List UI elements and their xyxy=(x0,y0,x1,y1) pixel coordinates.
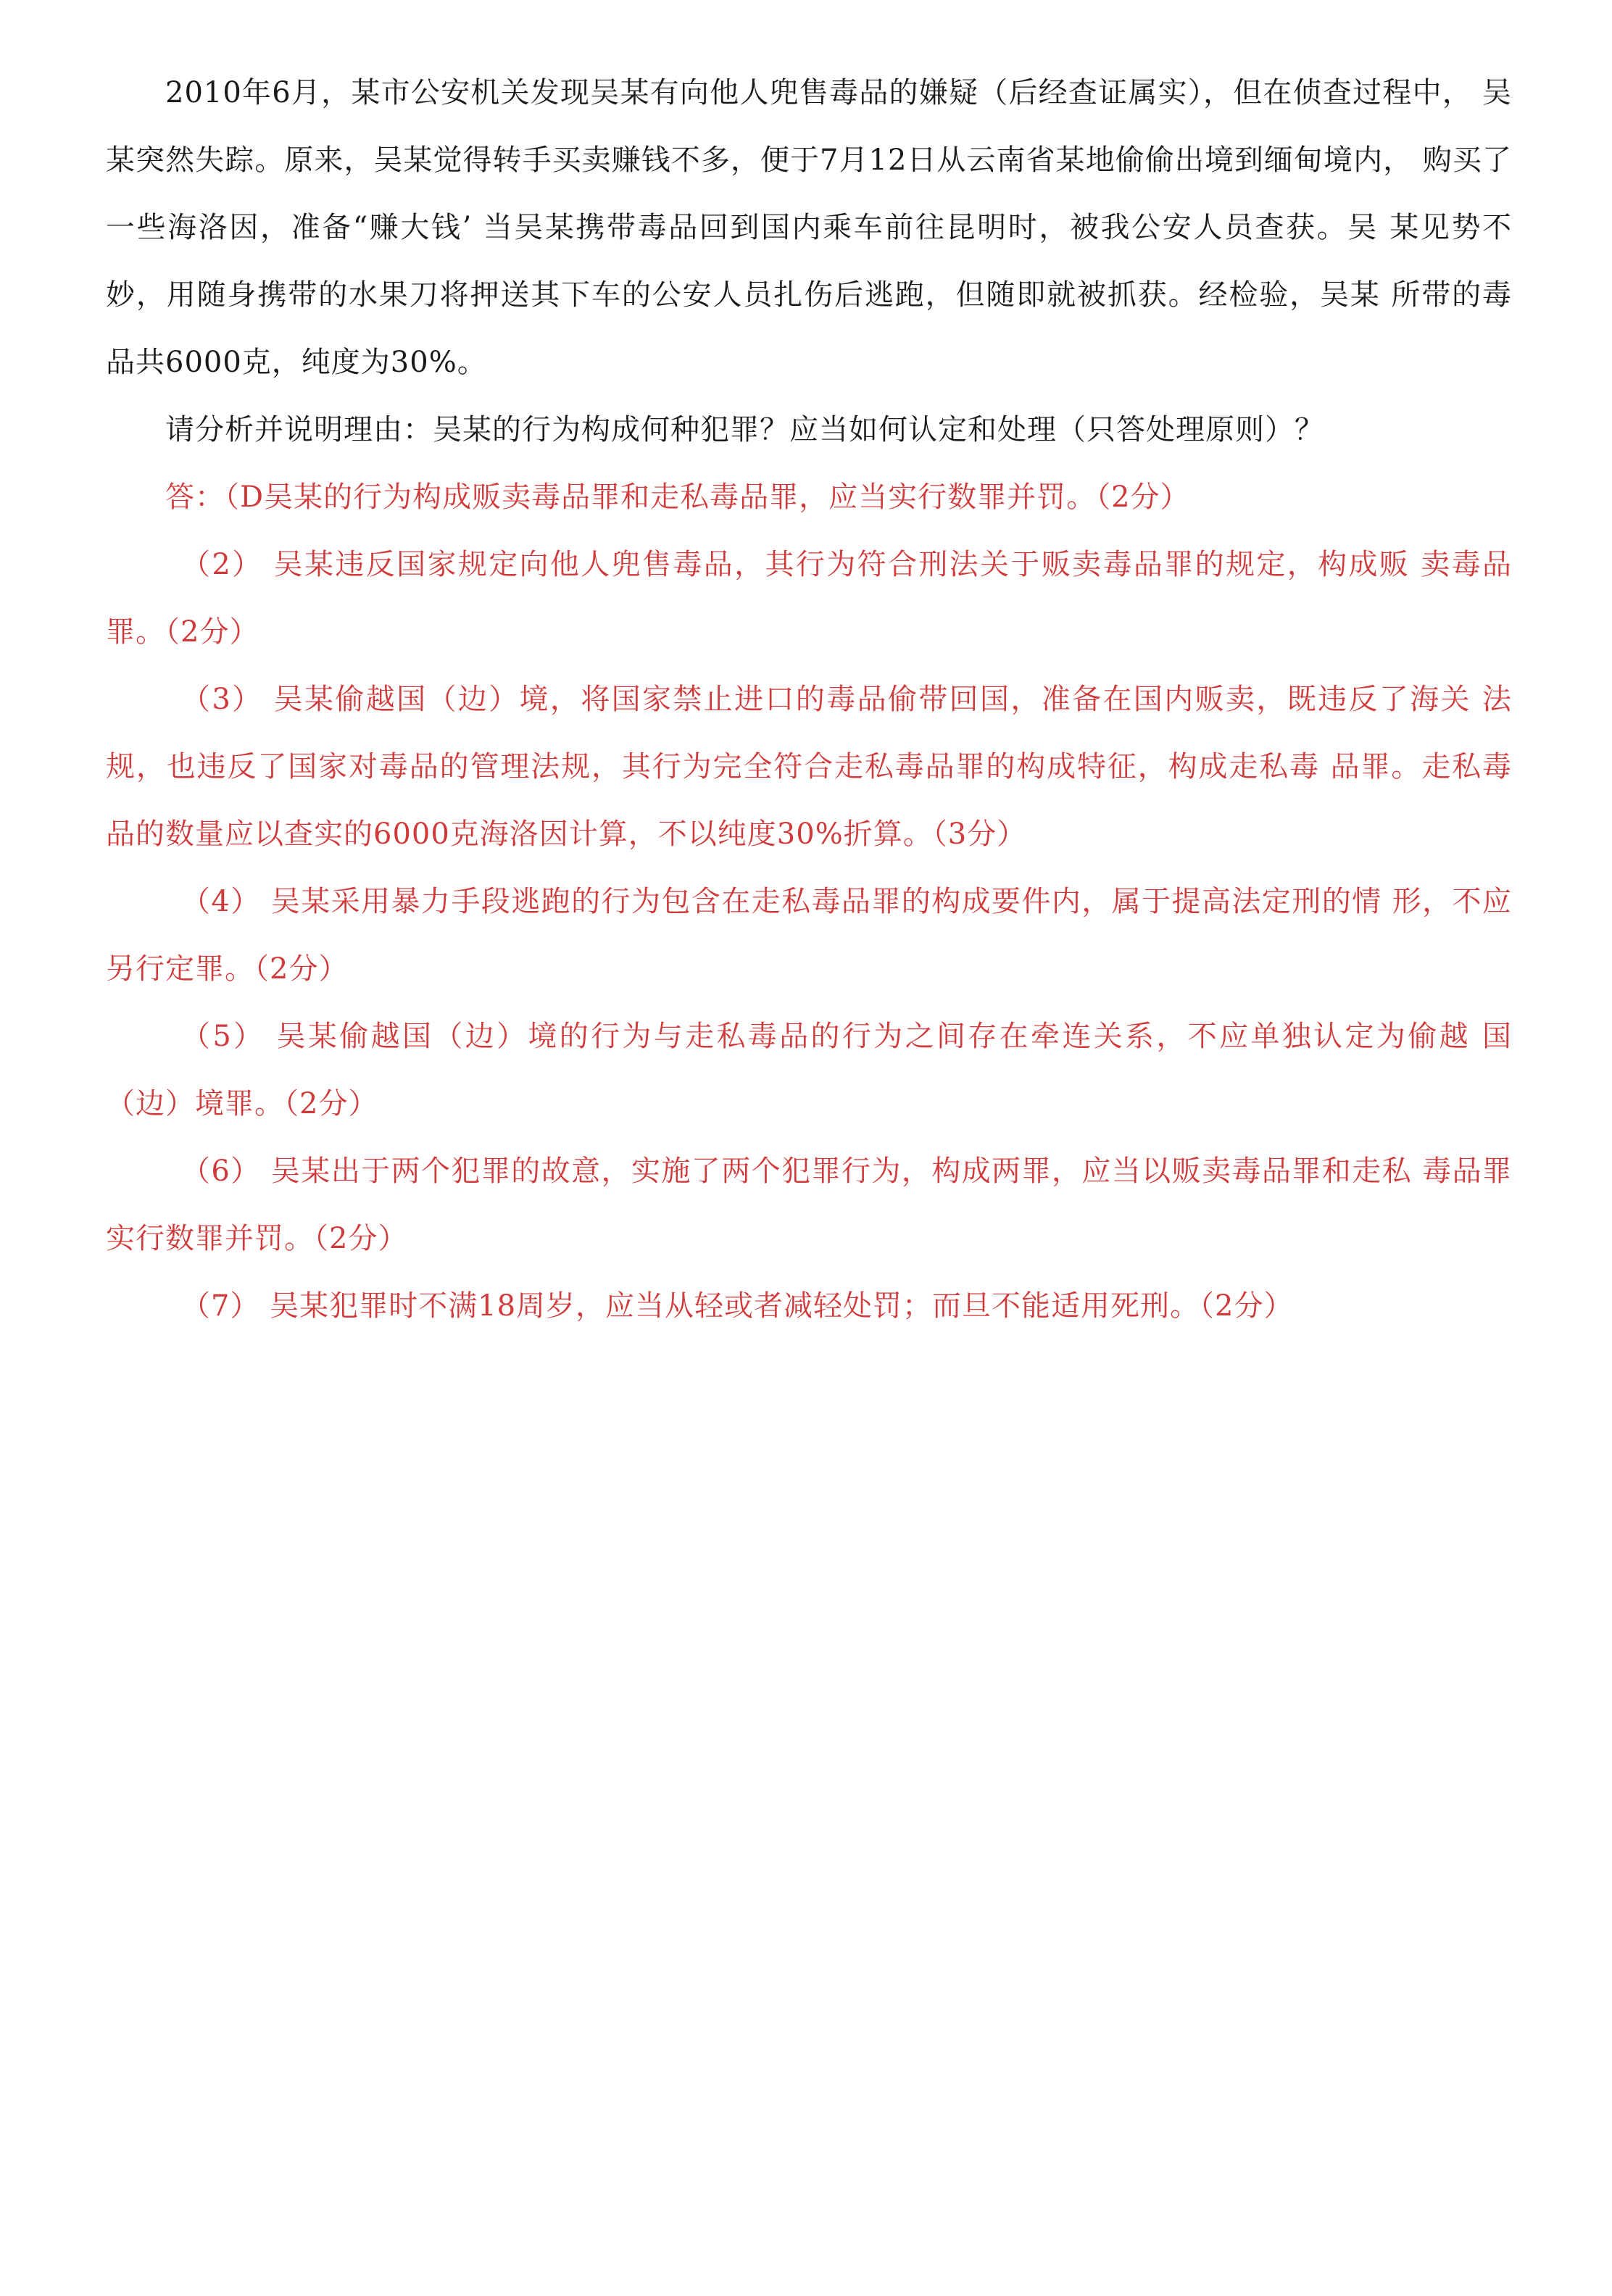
answer-item-6: （6） 吴某出于两个犯罪的故意，实施了两个犯罪行为，构成两罪，应当以贩卖毒品罪和走私 毒品罪实行数罪并罚。（2分） xyxy=(106,1155,1512,1255)
answer-item-7: （7） 吴某犯罪时不满18周岁，应当从轻或者减轻处罚；而旦不能适用死刑。（2分） xyxy=(181,1289,1294,1323)
answer-item-2: （2） 吴某违反国家规定向他人兜售毒品，其行为符合刑法关于贩卖毒品罪的规定，构成贩 卖毒品罪。（2分） xyxy=(106,548,1512,649)
case-paragraph: 2010年6月，某市公安机关发现吴某有向他人兜售毒品的嫌疑（后经查证属实），但在侦查过程中， 吴某突然失踪。原来，吴某觉得转手买卖赚钱不多，便于7月12日从云南省某地偷偷出境到缅甸境内， 购买了一些海洛因，准备“赚大钱’ 当吴某携带毒品回到国内乘车前往昆明时，被我公安人员查获。吴 某见势不妙，用随身携带的水果刀将押送其下车的公安人员扎伤后逃跑，但随即就被抓获。经检验，吴某 所带的毒品共6000克，纯度为30%。 xyxy=(106,76,1512,379)
answer-item-5: （5） 吴某偷越国（边）境的行为与走私毒品的行为之间存在牵连关系，不应单独认定为偷越 国（边）境罪。（2分） xyxy=(106,1020,1512,1120)
document-body xyxy=(106,59,1512,1340)
question-paragraph: 请分析并说明理由：吴某的行为构成何种犯罪？应当如何认定和处理（只答处理原则）？ xyxy=(165,413,1324,446)
answer-item-1: 答：（D吴某的行为构成贩卖毒品罪和走私毒品罪，应当实行数罪并罚。（2分） xyxy=(165,481,1190,514)
answer-item-4: （4） 吴某采用暴力手段逃跑的行为包含在走私毒品罪的构成要件内，属于提高法定刑的情 形，不应另行定罪。（2分） xyxy=(106,885,1512,986)
answer-item-3: （3） 吴某偷越国（边）境，将国家禁止进口的毒品偷带回国，准备在国内贩卖，既违反了海关 法规，也违反了国家对毒品的管理法规，其行为完全符合走私毒品罪的构成特征，构成走私毒 品罪。走私毒品的数量应以查实的6000克海洛因计算，不以纯度30%折算。（3分） xyxy=(106,683,1512,851)
